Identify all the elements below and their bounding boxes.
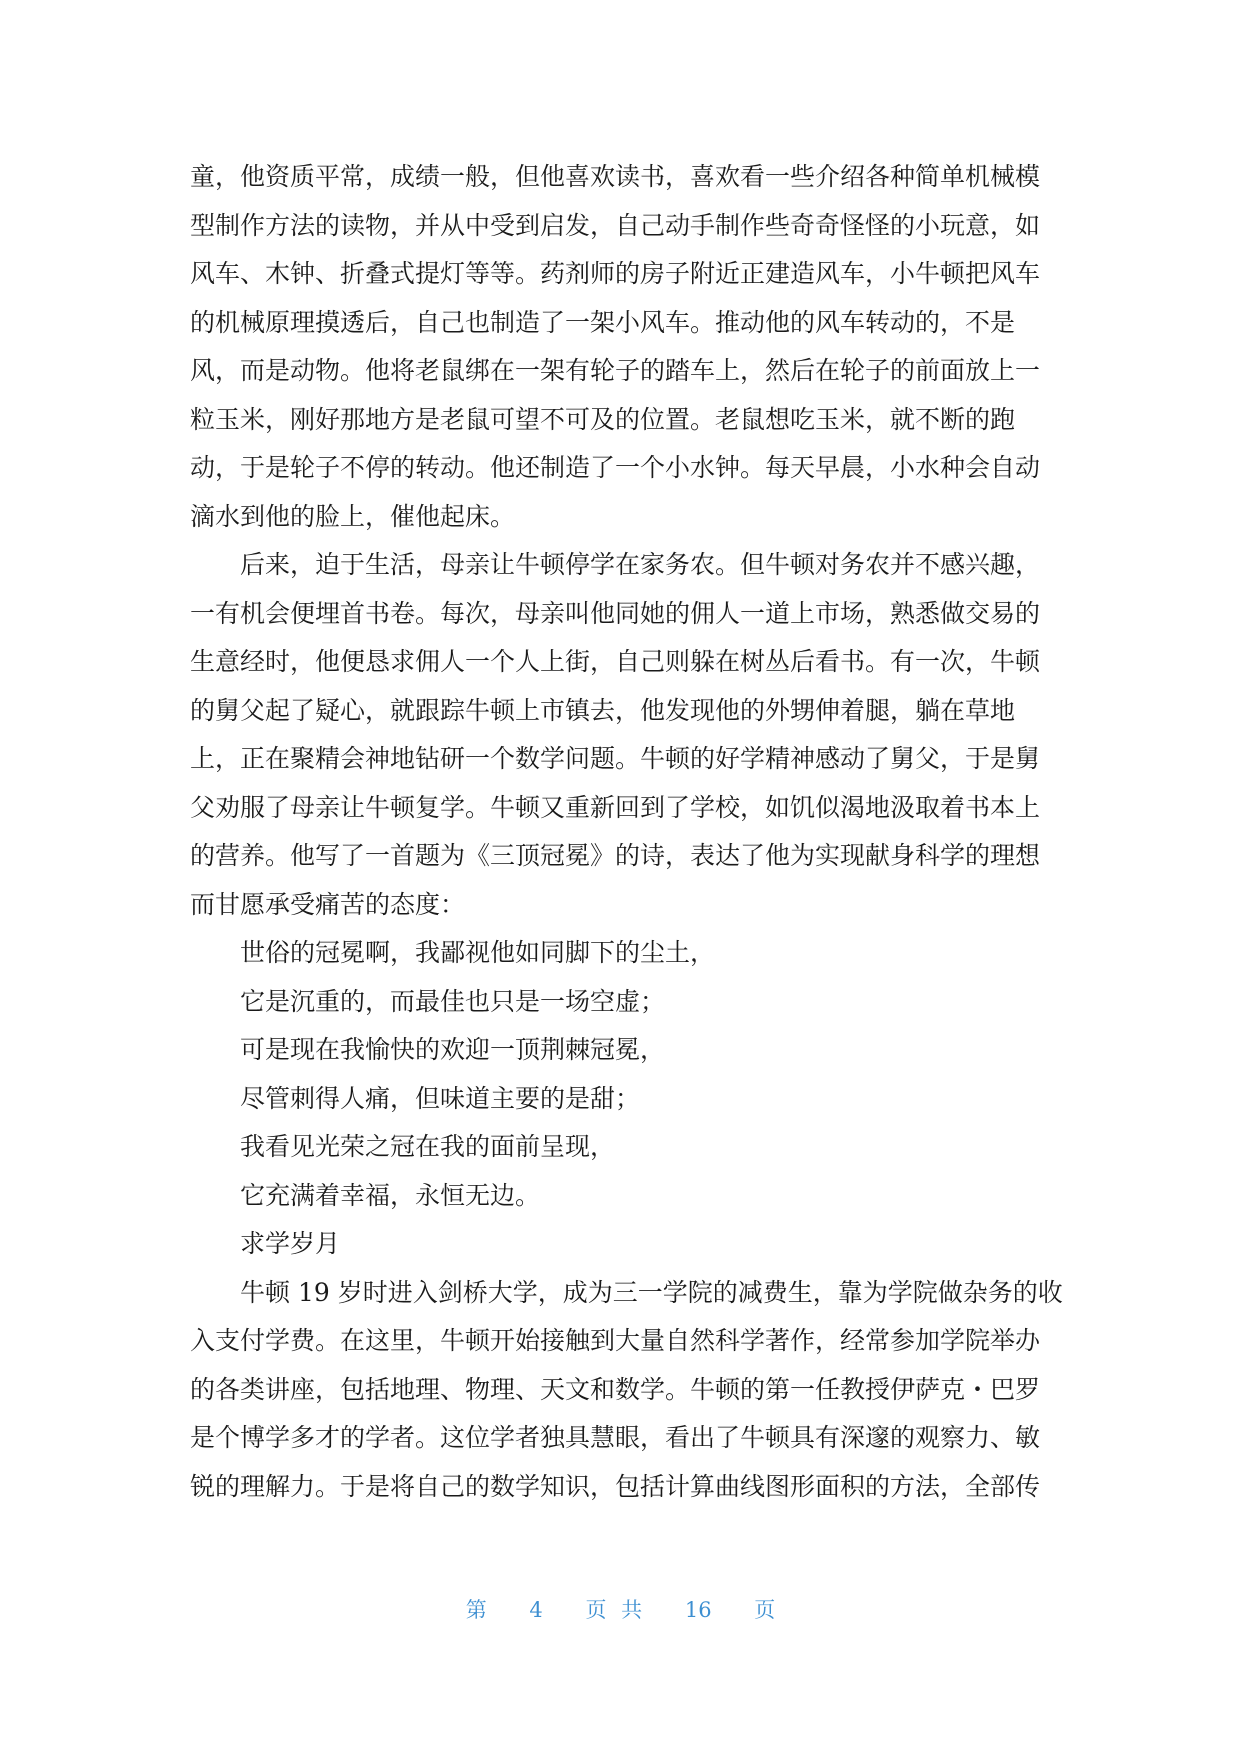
footer-suffix: 页 <box>754 1598 776 1622</box>
text-line: 牛顿 19 岁时进入剑桥大学，成为三一学院的减费生，靠为学院做杂务的收 <box>240 1277 1063 1307</box>
text-line: 滴水到他的脸上，催他起床。 <box>190 501 516 531</box>
footer-total-pages: 16 <box>684 1598 712 1622</box>
text-line: 上，正在聚精会神地钻研一个数学问题。牛顿的好学精神感动了舅父，于是舅 <box>190 744 1041 773</box>
text-line: 型制作方法的读物，并从中受到启发，自己动手制作些奇奇怪怪的小玩意，如 <box>190 210 1041 240</box>
footer-middle: 页 共 <box>585 1598 643 1622</box>
poem-line: 世俗的冠冕啊，我鄙视他如同脚下的尘土， <box>240 938 716 967</box>
text-line: 入支付学费。在这里，牛顿开始接触到大量自然科学著作，经常参加学院举办 <box>190 1326 1041 1355</box>
text-line: 生意经时，他便恳求佣人一个人上街，自己则躲在树丛后看书。有一次，牛顿 <box>190 647 1041 676</box>
poem-line: 它是沉重的，而最佳也只是一场空虚； <box>240 986 666 1016</box>
text-line: 动，于是轮子不停的转动。他还制造了一个小水钟。每天早晨，小水种会自动 <box>190 453 1041 482</box>
footer-current-page: 4 <box>529 1598 543 1622</box>
text-line: 后来，迫于生活，母亲让牛顿停学在家务农。但牛顿对务农并不感兴趣， <box>240 550 1041 579</box>
footer-prefix: 第 <box>465 1598 487 1622</box>
text-line: 风车、木钟、折叠式提灯等等。药剂师的房子附近正建造风车，小牛顿把风车 <box>190 259 1041 288</box>
text-line: 的机械原理摸透后，自己也制造了一架小风车。推动他的风车转动的，不是 <box>190 307 1016 337</box>
text-line: 父劝服了母亲让牛顿复学。牛顿又重新回到了学校，如饥似渴地汲取着书本上 <box>190 792 1041 822</box>
poem-line: 它充满着幸福，永恒无边。 <box>240 1180 541 1210</box>
text-line: 风，而是动物。他将老鼠绑在一架有轮子的踏车上，然后在轮子的前面放上一 <box>190 356 1041 385</box>
page-footer <box>0 1594 1241 1624</box>
text-line: 的各类讲座，包括地理、物理、天文和数学。牛顿的第一任教授伊萨克・巴罗 <box>190 1374 1041 1404</box>
text-line: 粒玉米，刚好那地方是老鼠可望不可及的位置。老鼠想吃玉米，就不断的跑 <box>190 404 1016 434</box>
section-heading: 求学岁月 <box>240 1229 341 1258</box>
text-line: 童，他资质平常，成绩一般，但他喜欢读书，喜欢看一些介绍各种简单机械模 <box>190 162 1041 191</box>
poem-line: 尽管刺得人痛，但味道主要的是甜； <box>240 1083 641 1113</box>
text-line: 的舅父起了疑心，就跟踪牛顿上市镇去，他发现他的外甥伸着腿，躺在草地 <box>190 695 1016 725</box>
text-line: 是个博学多才的学者。这位学者独具慧眼，看出了牛顿具有深邃的观察力、敏 <box>190 1423 1041 1452</box>
text-line: 一有机会便埋首书卷。每次，母亲叫他同她的佣人一道上市场，熟悉做交易的 <box>190 598 1041 628</box>
poem-line: 可是现在我愉快的欢迎一顶荆棘冠冕， <box>240 1035 666 1064</box>
poem-line: 我看见光荣之冠在我的面前呈现， <box>240 1132 616 1161</box>
text-line: 锐的理解力。于是将自己的数学知识，包括计算曲线图形面积的方法，全部传 <box>190 1471 1041 1501</box>
body-text <box>190 153 1063 1511</box>
text-line: 而甘愿承受痛苦的态度： <box>190 889 466 919</box>
text-line: 的营养。他写了一首题为《三顶冠冕》的诗，表达了他为实现献身科学的理想 <box>190 841 1041 870</box>
